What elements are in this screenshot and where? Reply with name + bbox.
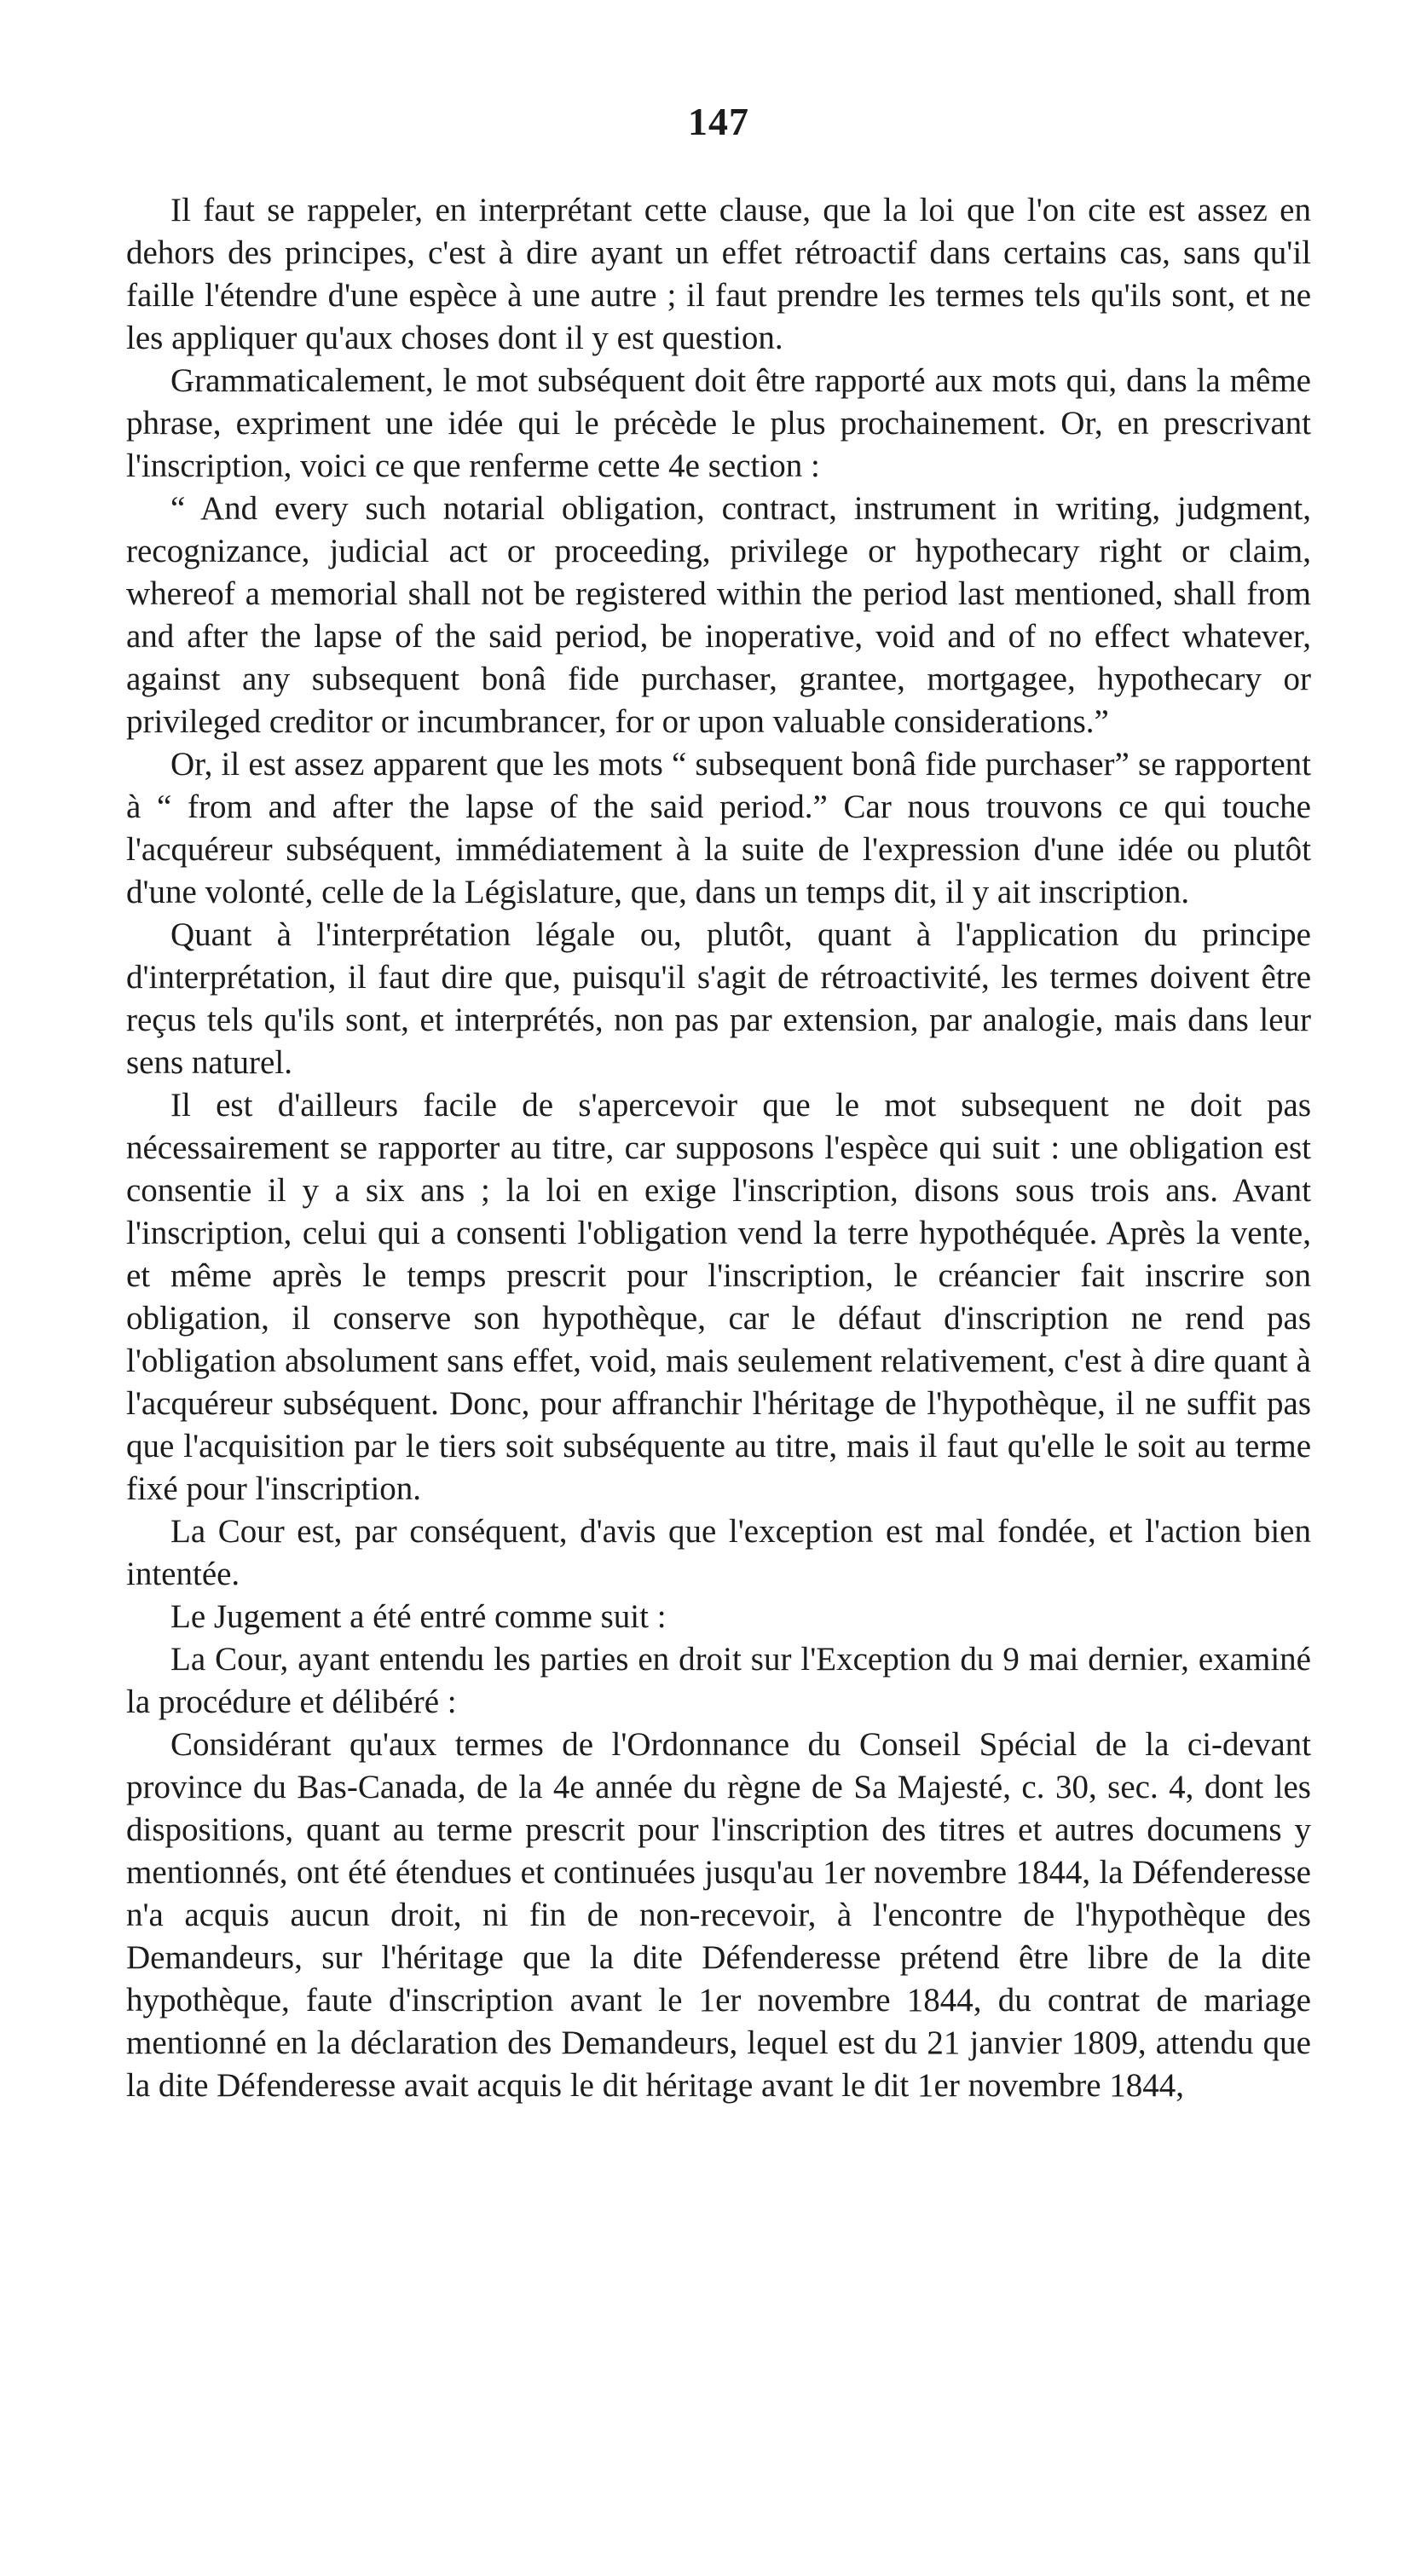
paragraph-8: Le Jugement a été entré comme suit : [170, 1598, 667, 1635]
paragraph-9: La Cour, ayant entendu les parties en droit sur l'Exception du 9 mai dernier, examiné la procédure et délibéré : [126, 1641, 1311, 1720]
paragraph-7: La Cour est, par conséquent, d'avis que l'exception est mal fondée, et l'action bien intentée. [126, 1513, 1311, 1592]
paragraph-6: Il est d'ailleurs facile de s'apercevoir que le mot subsequent ne doit pas nécessairement se rapporter au titre, car supposons l'espèce qui suit : une obligation est consentie il y a six ans ; la loi en exige l'inscription, disons sous trois ans. Avant l'inscription, celui qui a consenti l'obligation vend la terre hypothéquée. Après la vente, et même après le temps prescrit pour l'inscription, le créancier fait inscrire son obligation, il conserve son hypothèque, car le défaut d'inscription ne rend pas l'obligation absolument sans effet, void, mais seulement relativement, c'est à dire quant à l'acquéreur subséquent. Donc, pour affranchir l'héritage de l'hypothèque, il ne suffit pas que l'acquisition par le tiers soit subséquente au titre, mais il faut qu'elle le soit au terme fixé pour l'inscription. [126, 1087, 1311, 1507]
page-number: 147 [688, 100, 749, 143]
body-text [126, 189, 1311, 2107]
paragraph-2: Grammaticalement, le mot subséquent doit être rapporté aux mots qui, dans la même phrase, expriment une idée qui le précède le plus prochainement. Or, en prescrivant l'inscription, voici ce que renferme cette 4e section : [126, 362, 1311, 484]
paragraph-1: Il faut se rappeler, en interprétant cette clause, que la loi que l'on cite est assez en dehors des principes, c'est à dire ayant un effet rétroactif dans certains cas, sans qu'il faille l'étendre d'une espèce à une autre ; il faut prendre les termes tels qu'ils sont, et ne les appliquer qu'aux choses dont il y est question. [126, 192, 1311, 356]
paragraph-3-quotation: “ And every such notarial obligation, contract, instrument in writing, judgment, recognizance, judicial act or proceeding, privilege or hypothecary right or claim, whereof a memorial shall not be registered within the period last mentioned, shall from and after the lapse of the said period, be inoperative, void and of no effect whatever, against any subsequent bonâ fide purchaser, grantee, mortgagee, hypothecary or privileged creditor or incumbrancer, for or upon valuable considerations.” [126, 490, 1311, 740]
document-page [126, 0, 1311, 2576]
paragraph-5: Quant à l'interprétation légale ou, plutôt, quant à l'application du principe d'interprétation, il faut dire que, puisqu'il s'agit de rétroactivité, les termes doivent être reçus tels qu'ils sont, et interprétés, non pas par extension, par analogie, mais dans leur sens naturel. [126, 916, 1311, 1081]
paragraph-10: Considérant qu'aux termes de l'Ordonnance du Conseil Spécial de la ci-devant province du Bas-Canada, de la 4e année du règne de Sa Majesté, c. 30, sec. 4, dont les dispositions, quant au terme prescrit pour l'inscription des titres et autres documens y mentionnés, ont été étendues et continuées jusqu'au 1er novembre 1844, la Défenderesse n'a acquis aucun droit, ni fin de non-recevoir, à l'encontre de l'hypothèque des Demandeurs, sur l'héritage que la dite Défenderesse prétend être libre de la dite hypothèque, faute d'inscription avant le 1er novembre 1844, du contrat de mariage mentionné en la déclaration des Demandeurs, lequel est du 21 janvier 1809, attendu que la dite Défenderesse avait acquis le dit héritage avant le dit 1er novembre 1844, [126, 1726, 1311, 2104]
paragraph-4: Or, il est assez apparent que les mots “ subsequent bonâ fide purchaser” se rapportent à “ from and after the lapse of the said period.” Car nous trouvons ce qui touche l'acquéreur subséquent, immédiatement à la suite de l'expression d'une idée ou plutôt d'une volonté, celle de la Législature, que, dans un temps dit, il y ait inscription. [126, 746, 1311, 910]
